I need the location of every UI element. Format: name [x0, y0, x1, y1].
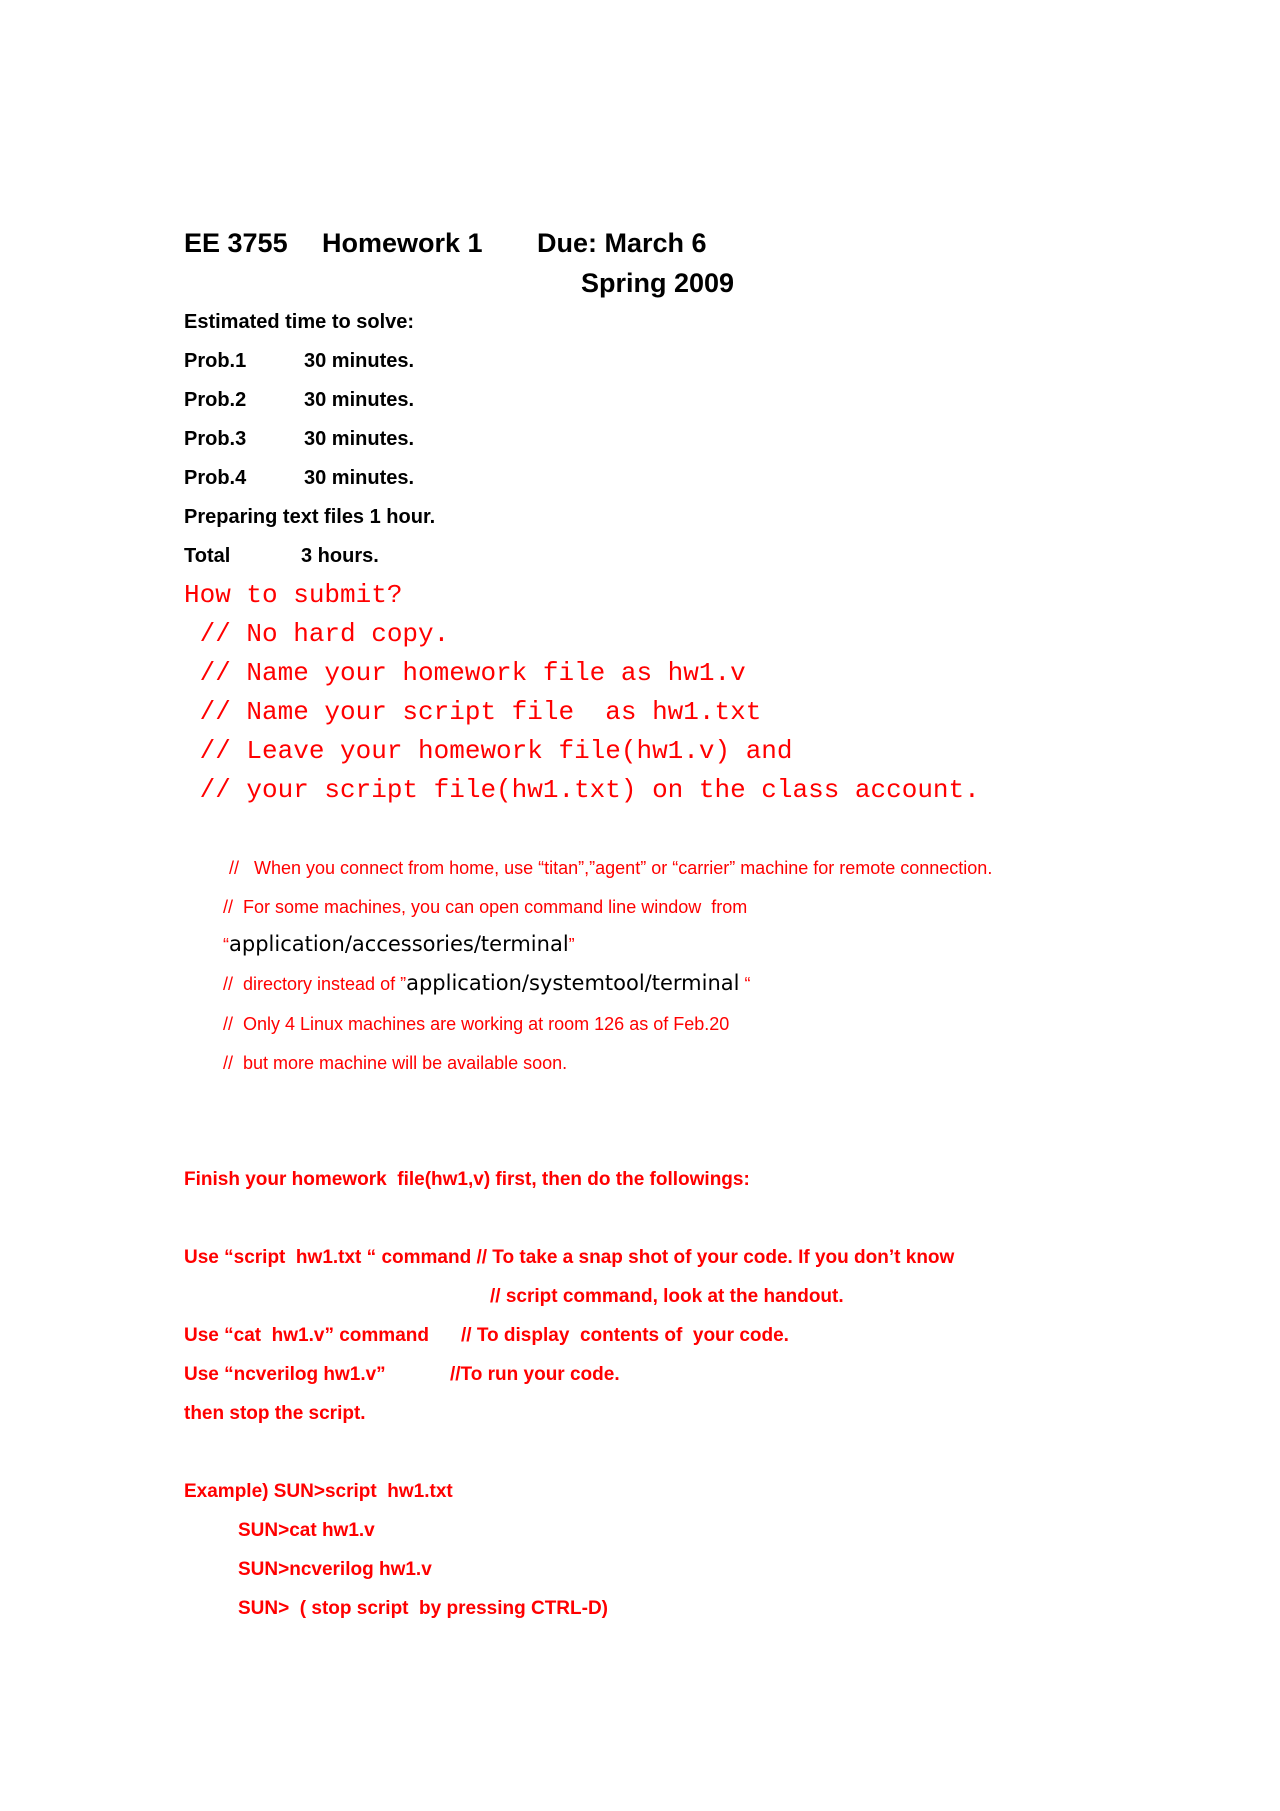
term: Spring 2009	[581, 268, 735, 298]
example-first-line: Example) SUN>script hw1.txt	[184, 1481, 453, 1502]
stop-instruction: then stop the script.	[184, 1403, 366, 1424]
prob-time: 30 minutes.	[304, 428, 415, 450]
course-code: EE 3755	[184, 228, 288, 258]
ncverilog-description: //To run your code.	[450, 1364, 620, 1385]
note-path1	[223, 934, 575, 955]
total-time: 3 hours.	[301, 545, 379, 567]
script-command: Use “script hw1.txt “ command // To take a snap shot of your code. If you don’t know	[184, 1247, 955, 1268]
submit-line: // Name your homework file as hw1.v	[184, 658, 746, 688]
due-date: Due: March 6	[537, 228, 707, 258]
note-linux: // Only 4 Linux machines are working at room 126 as of Feb.20	[223, 1014, 730, 1034]
submit-line: // Leave your homework file(hw1.v) and	[184, 736, 793, 766]
prob-time: 30 minutes.	[304, 467, 415, 489]
cat-command: Use “cat hw1.v” command	[184, 1325, 429, 1346]
preparing-text: Preparing text files 1 hour.	[184, 506, 436, 528]
submit-heading: How to submit?	[184, 580, 403, 610]
note-more: // but more machine will be available soon.	[223, 1053, 568, 1073]
script-command-cont: // script command, look at the handout.	[490, 1286, 844, 1307]
submit-line: // Name your script file as hw1.txt	[184, 697, 762, 727]
prob-label: Prob.4	[184, 467, 247, 489]
finish-instruction: Finish your homework file(hw1,v) first, then do the followings:	[184, 1169, 750, 1190]
directory-prefix: // directory instead of ”	[223, 974, 407, 994]
open-quote: “	[223, 935, 229, 955]
close-quote: ”	[568, 935, 575, 955]
close-quote: “	[739, 974, 751, 994]
prob-label: Prob.3	[184, 428, 247, 450]
assignment-title: Homework 1	[322, 228, 483, 258]
submit-line: // No hard copy.	[184, 619, 450, 649]
example-line: SUN>cat hw1.v	[238, 1520, 375, 1541]
terminal-path-accessories: application/accessories/terminal	[229, 932, 569, 956]
cat-description: // To display contents of your code.	[461, 1325, 789, 1346]
submit-line: // your script file(hw1.txt) on the class account.	[184, 775, 980, 805]
prob-time: 30 minutes.	[304, 350, 415, 372]
note-directory	[223, 973, 750, 994]
prob-time: 30 minutes.	[304, 389, 415, 411]
note-remote: // When you connect from home, use “titan”,”agent” or “carrier” machine for remote connection.	[229, 858, 993, 878]
terminal-path-systemtool: application/systemtool/terminal	[406, 971, 740, 995]
note-some-machines: // For some machines, you can open command line window from	[223, 897, 748, 917]
estimate-heading: Estimated time to solve:	[184, 311, 415, 333]
example-line: SUN>ncverilog hw1.v	[238, 1559, 432, 1580]
ncverilog-command: Use “ncverilog hw1.v”	[184, 1364, 386, 1385]
prob-label: Prob.1	[184, 350, 247, 372]
prob-label: Prob.2	[184, 389, 247, 411]
total-label: Total	[184, 545, 231, 567]
example-line: SUN> ( stop script by pressing CTRL-D)	[238, 1598, 609, 1619]
